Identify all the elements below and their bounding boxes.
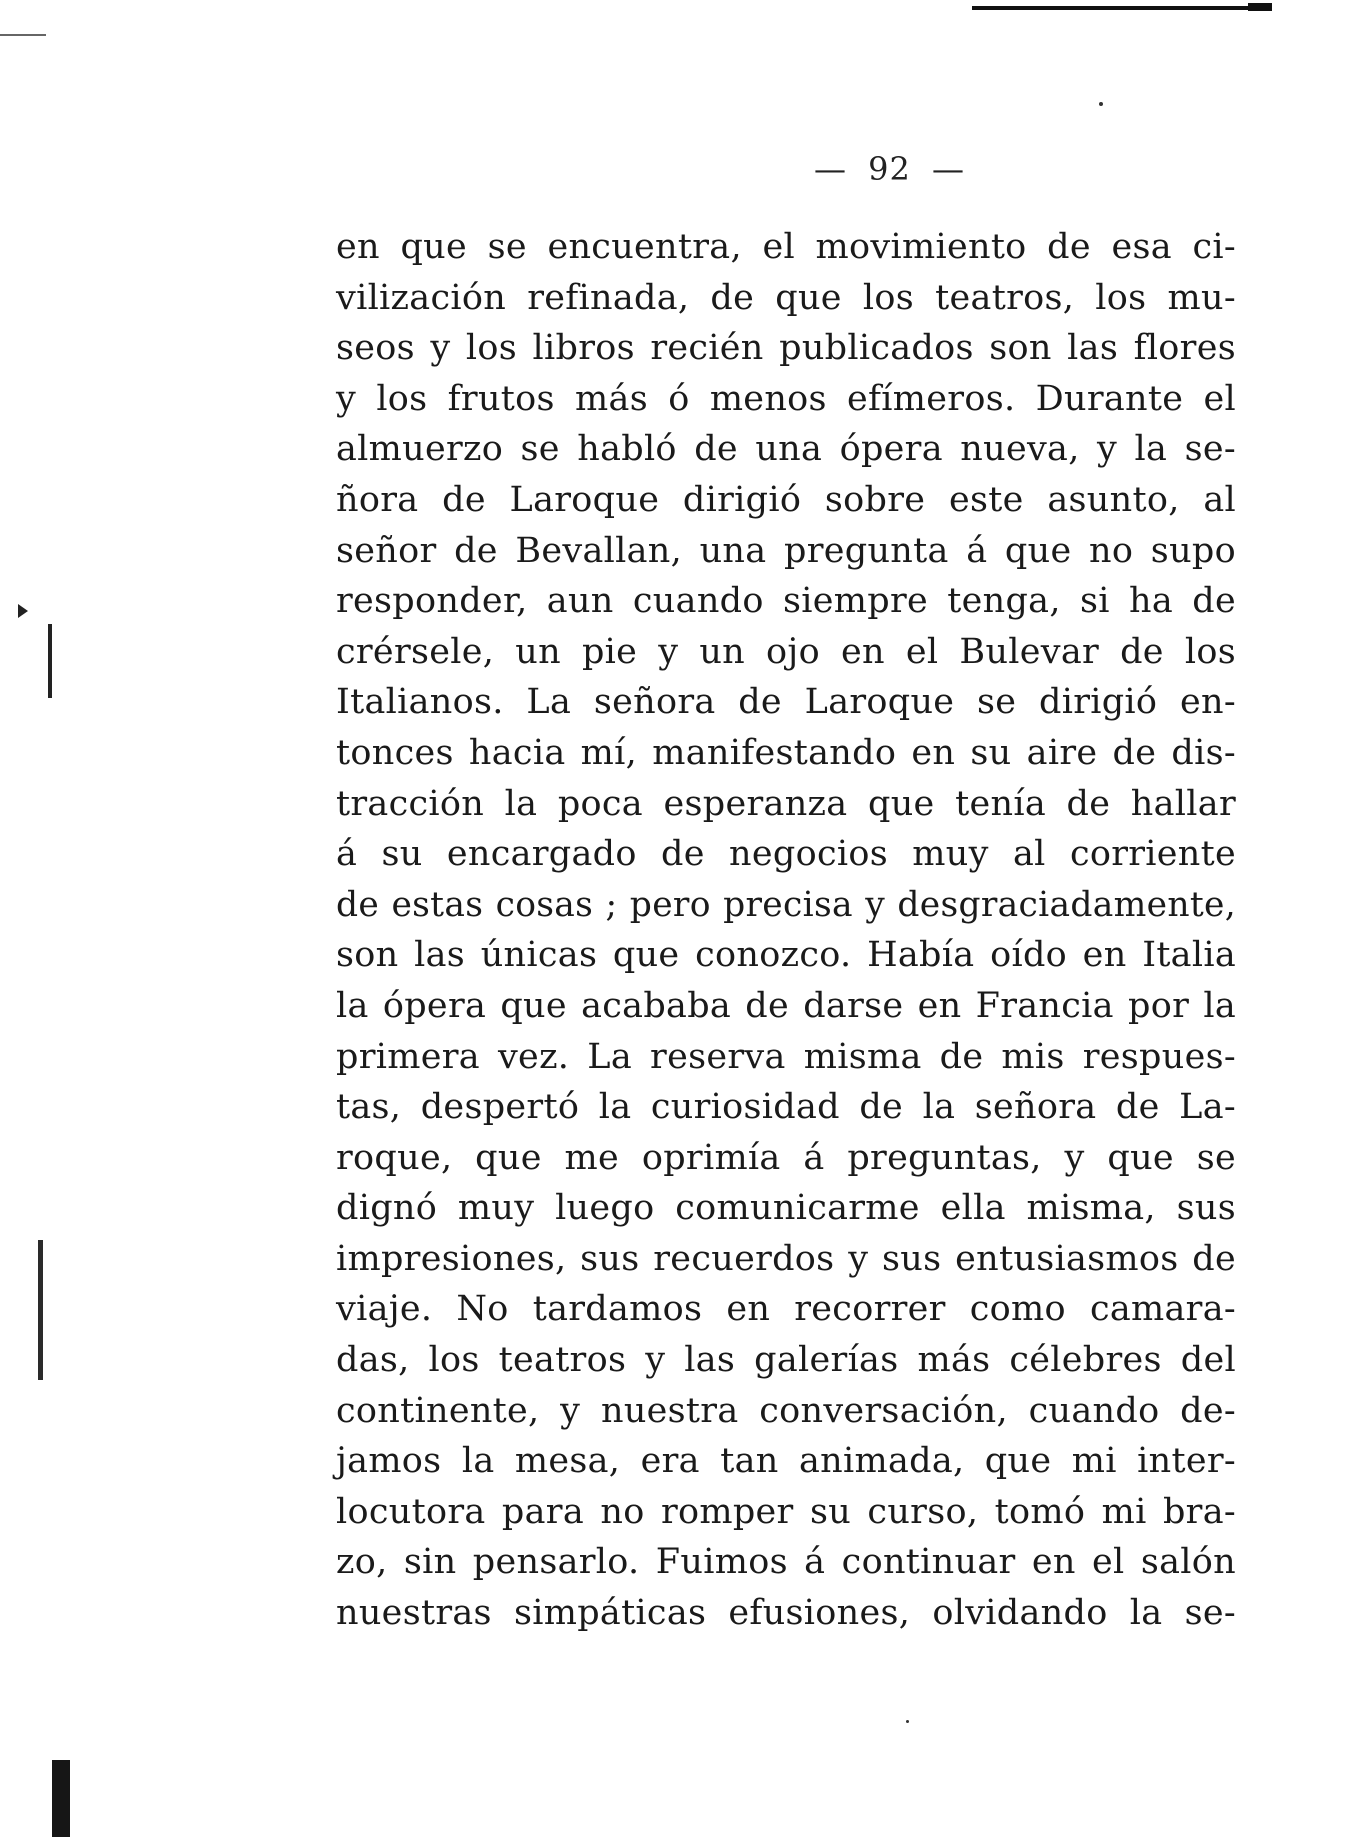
binding-edge-mark — [52, 1760, 70, 1837]
text-line: Italianos. La señora de Laroque se dirigió en- — [336, 682, 1236, 723]
text-line: seos y los libros recién publicados son las flores — [336, 328, 1236, 369]
page-number-dash-left: — — [813, 150, 847, 188]
text-line: tracción la poca esperanza que tenía de hallar — [336, 783, 1236, 824]
text-line: viaje. No tardamos en recorrer como camara- — [336, 1289, 1236, 1330]
binding-arrow-mark — [18, 604, 28, 618]
top-edge-rule — [972, 6, 1272, 10]
text-line: tas, despertó la curiosidad de la señora de La- — [336, 1087, 1236, 1128]
text-line: impresiones, sus recuerdos y sus entusiasmos de — [336, 1238, 1236, 1279]
binding-edge-mark — [38, 1240, 43, 1380]
ink-speck — [906, 1720, 909, 1723]
text-line: son las únicas que conozco. Había oído en Italia — [336, 935, 1236, 976]
text-line: roque, que me oprimía á preguntas, y que se — [336, 1137, 1236, 1178]
text-line: y los frutos más ó menos efímeros. Durante el — [336, 378, 1236, 419]
binding-edge-mark — [48, 624, 52, 698]
text-line: la ópera que acababa de darse en Francia por la — [336, 985, 1236, 1026]
text-line: continente, y nuestra conversación, cuando de- — [336, 1390, 1236, 1431]
corner-smudge — [0, 34, 46, 36]
text-line: dignó muy luego comunicarme ella misma, sus — [336, 1188, 1236, 1229]
text-line: á su encargado de negocios muy al corriente — [336, 834, 1236, 875]
text-line: nuestras simpáticas efusiones, olvidando la se- — [336, 1593, 1236, 1634]
page-number: 92 — [868, 150, 911, 188]
text-line: señor de Bevallan, una pregunta á que no supo — [336, 530, 1236, 571]
text-line: das, los teatros y las galerías más célebres del — [336, 1340, 1236, 1381]
page-number-header — [0, 150, 1359, 188]
body-text — [336, 222, 1236, 1639]
page-number-dash-right: — — [932, 150, 966, 188]
text-line: locutora para no romper su curso, tomó mi bra- — [336, 1491, 1236, 1532]
text-line: ñora de Laroque dirigió sobre este asunto, al — [336, 479, 1236, 520]
text-line: responder, aun cuando siempre tenga, si ha de — [336, 581, 1236, 622]
text-line: en que se encuentra, el movimiento de esa ci- — [336, 227, 1236, 267]
text-line: primera vez. La reserva misma de mis respues- — [336, 1036, 1236, 1077]
text-line: tonces hacia mí, manifestando en su aire de dis- — [336, 732, 1236, 773]
text-line: jamos la mesa, era tan animada, que mi inter- — [336, 1441, 1236, 1482]
text-line: vilización refinada, de que los teatros, los mu- — [336, 277, 1236, 318]
text-line: crérsele, un pie y un ojo en el Bulevar de los — [336, 631, 1236, 672]
text-line: zo, sin pensarlo. Fuimos á continuar en el salón — [336, 1542, 1236, 1583]
ink-speck — [1099, 102, 1103, 106]
text-line: de estas cosas ; pero precisa y desgraciadamente, — [336, 884, 1236, 925]
text-line: almuerzo se habló de una ópera nueva, y la se- — [336, 429, 1236, 470]
